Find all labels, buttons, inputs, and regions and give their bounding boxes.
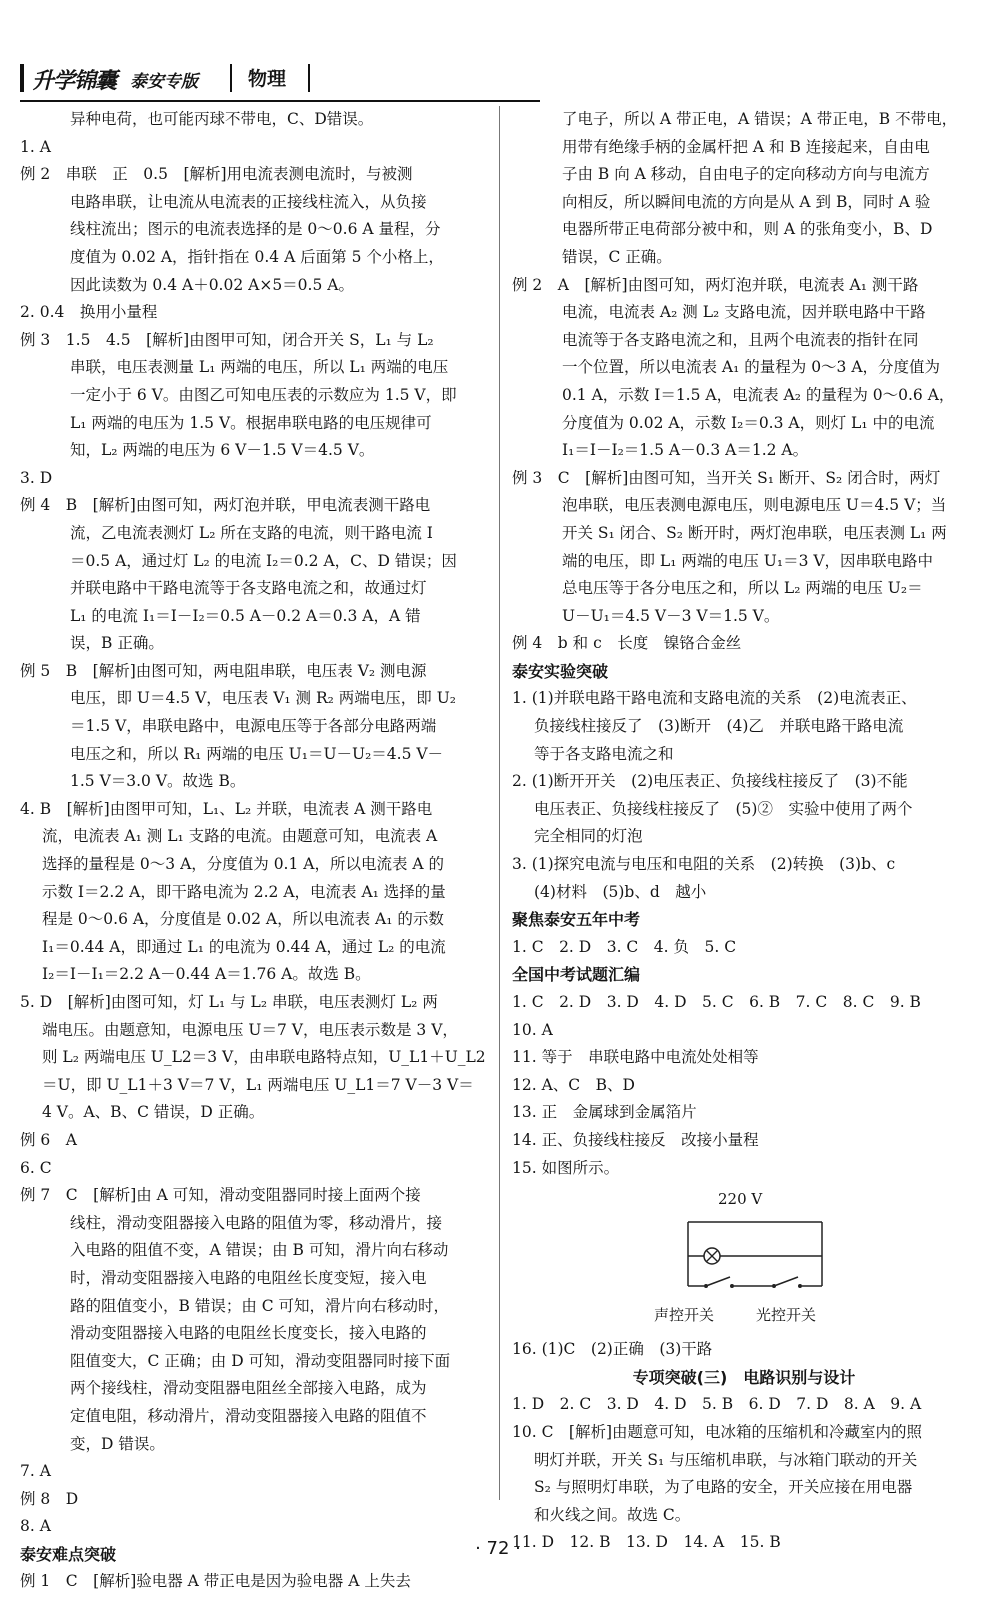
answer-line: 串联，电压表测量 L₁ 两端的电压，所以 L₁ 两端的电压 [70, 358, 449, 377]
answer-line: 电压表正、负接线柱接反了 (5)② 实验中使用了两个 [534, 799, 913, 818]
answer-line: 1. (1)并联电路干路电流和支路电流的关系 (2)电流表正、 [512, 689, 917, 708]
right-column-bottom [512, 1336, 976, 1557]
answer-line: 6. C [20, 1158, 52, 1177]
answer-line: 16. (1)C (2)正确 (3)干路 [512, 1340, 713, 1359]
answer-line: 例 8 D [20, 1489, 79, 1508]
answer-line: 了电子，所以 A 带正电，A 错误；A 带正电，B 不带电， [562, 110, 958, 128]
answer-line: 13. 正 金属球到金属箔片 [512, 1103, 697, 1122]
header-separator [230, 64, 232, 92]
answer-line: 路的阻值变小，B 错误；由 C 可知，滑片向右移动时， [70, 1296, 450, 1315]
answer-line: I₂＝I－I₁＝2.2 A－0.44 A＝1.76 A。故选 B。 [42, 965, 371, 984]
answer-line: 2. 0.4 换用小量程 [20, 303, 158, 322]
answer-line: 负接线柱接反了 (3)断开 (4)乙 并联电路干路电流 [534, 717, 904, 736]
answer-line: 程是 0～0.6 A，分度值是 0.02 A，所以电流表 A₁ 的示数 [42, 910, 444, 929]
answer-line: 电路串联，让电流从电流表的正接线柱流入，从负接 [70, 192, 427, 211]
answer-line: 定值电阻，移动滑片，滑动变阻器接入电路的阻值不 [70, 1406, 427, 1425]
right-column [512, 106, 976, 1557]
answer-line: 开关 S₁ 闭合、S₂ 断开时，两灯泡串联，电压表测 L₁ 两 [562, 523, 947, 542]
edition-label: 泰安专版 [130, 72, 198, 92]
answer-line: 滑动变阻器接入电路的电阻丝长度变长，接入电路的 [70, 1324, 427, 1343]
answer-line: 电流等于各支路电流之和，且两个电流表的指针在同 [562, 330, 919, 349]
answer-line: ＝U，即 U_L1＋3 V＝7 V，L₁ 两端电压 U_L1＝7 V－3 V＝ [42, 1075, 474, 1094]
answer-line: 用带有绝缘手柄的金属杆把 A 和 B 连接起来，自由电 [562, 137, 930, 156]
answer-line: 示数 I＝2.2 A，即干路电流为 2.2 A，电流表 A₁ 选择的量 [42, 882, 446, 901]
answer-line: S₂ 与照明灯串联，为了电路的安全，开关应接在用电器 [534, 1478, 913, 1497]
answer-line: L₁ 两端的电压为 1.5 V。根据串联电路的电压规律可 [70, 413, 432, 432]
answer-line: 子由 B 向 A 移动，自由电子的定向移动方向与电流方 [562, 165, 930, 184]
answer-line: 3. (1)探究电流与电压和电阻的关系 (2)转换 (3)b、c [512, 855, 896, 874]
answer-line: 例 2 串联 正 0.5 [解析]用电流表测电流时，与被测 [20, 165, 413, 184]
answer-line: 时，滑动变阻器接入电路的电阻丝长度变短，接入电 [70, 1268, 427, 1287]
right-column-top [512, 106, 976, 1182]
section-heading: 专项突破(三) 电路识别与设计 [632, 1367, 856, 1387]
answer-line: (4)材料 (5)b、d 越小 [534, 882, 707, 901]
answer-line: 并联电路中干路电流等于各支路电流之和，故通过灯 [70, 579, 427, 598]
answer-line: 阻值变大，C 正确；由 D 可知，滑动变阻器同时接下面 [70, 1351, 451, 1370]
header-bar [20, 64, 24, 92]
answer-line: 泡串联，电压表测电源电压，则电源电压 U＝4.5 V；当 [562, 496, 947, 515]
light-switch-icon [772, 1277, 802, 1288]
answer-line: 例 2 A [解析]由图可知，两灯泡并联，电流表 A₁ 测干路 [512, 275, 919, 294]
answer-line: 7. A [20, 1462, 51, 1481]
answer-line: 电压，即 U＝4.5 V，电压表 V₁ 测 R₂ 两端电压，即 U₂ [70, 689, 456, 708]
answer-line: 电流，电流表 A₂ 测 L₂ 支路电流，因并联电路中干路 [562, 303, 926, 322]
page-header [20, 50, 980, 100]
answer-line: 例 4 b 和 c 长度 镍铬合金丝 [512, 634, 742, 653]
answer-line: 线柱，滑动变阻器接入电路的阻值为零，移动滑片，接 [70, 1213, 443, 1232]
answer-line: 电压之和，所以 R₁ 两端的电压 U₁＝U－U₂＝4.5 V－ [70, 744, 444, 763]
answer-line: 误，B 正确。 [70, 634, 164, 653]
answer-line: 和火线之间。故选 C。 [534, 1505, 691, 1524]
answer-line: 则 L₂ 两端电压 U_L2＝3 V，由串联电路特点知，U_L1＋U_L2 [42, 1048, 486, 1067]
answer-line: 例 1 C [解析]验电器 A 带正电是因为验电器 A 上失去 [20, 1572, 411, 1591]
left-column [20, 106, 488, 1596]
answer-line: 15. 如图所示。 [512, 1158, 620, 1177]
answer-line: 例 7 C [解析]由 A 可知，滑动变阻器同时接上面两个接 [20, 1186, 421, 1205]
answer-line: 错误，C 正确。 [562, 247, 672, 266]
answer-line: 流，电流表 A₁ 测 L₁ 支路的电流。由题意可知，电流表 A [42, 827, 438, 846]
brand-logo: 升学锦囊 [32, 69, 117, 94]
answer-line: 1. C 2. D 3. D 4. D 5. C 6. B 7. C 8. C 9. B [512, 993, 921, 1011]
answer-line: 例 6 A [20, 1130, 77, 1149]
answer-line: ＝1.5 V，串联电路中，电源电压等于各部分电路两端 [70, 717, 437, 736]
answer-line: 3. D [20, 468, 53, 487]
answer-line: 例 5 B [解析]由图可知，两电阻串联，电压表 V₂ 测电源 [20, 661, 427, 680]
answer-line: 一个位置，所以电流表 A₁ 的量程为 0～3 A，分度值为 [562, 358, 941, 377]
section-heading: 泰安实验突破 [512, 661, 609, 681]
section-heading: 泰安难点突破 [20, 1544, 117, 1564]
answer-line: 12. A、C B、D [512, 1075, 635, 1094]
answer-line: 两个接线柱，滑动变阻器电阻丝全部接入电路，成为 [70, 1379, 427, 1398]
voltage-label: 220 V [718, 1190, 763, 1209]
header-rule [20, 100, 540, 102]
answer-line: 0.1 A，示数 I＝1.5 A，电流表 A₂ 的量程为 0～0.6 A， [562, 385, 955, 404]
answer-line: L₁ 的电流 I₁＝I－I₂＝0.5 A－0.2 A＝0.3 A，A 错 [70, 606, 421, 625]
answer-line: 入电路的阻值不变，A 错误；由 B 可知，滑片向右移动 [70, 1241, 449, 1260]
answer-line: 电器所带正电荷部分被中和，则 A 的张角变小，B、D [562, 220, 933, 239]
answer-line: 11. D 12. B 13. D 14. A 15. B [512, 1533, 781, 1552]
answer-line: 例 3 C [解析]由图可知，当开关 S₁ 断开、S₂ 闭合时，两灯 [512, 468, 941, 487]
answer-line: 11. 等于 串联电路中电流处处相等 [512, 1048, 759, 1067]
answer-line: I₁＝0.44 A，即通过 L₁ 的电流为 0.44 A，通过 L₂ 的电流 [42, 937, 446, 956]
answer-line: 等于各支路电流之和 [534, 744, 674, 763]
answer-line: 度值为 0.02 A，指针指在 0.4 A 后面第 5 个小格上， [70, 247, 444, 266]
answer-line: 10. C [解析]由题意可知，电冰箱的压缩机和冷藏室内的照 [512, 1422, 923, 1441]
answer-line: 流，乙电流表测灯 L₂ 所在支路的电流，则干路电流 I [70, 523, 433, 542]
answer-line: 2. (1)断开开关 (2)电压表正、负接线柱接反了 (3)不能 [512, 772, 908, 791]
answer-line: 8. A [20, 1517, 51, 1536]
answer-line: 明灯并联，开关 S₁ 与压缩机串联，与冰箱门联动的开关 [534, 1450, 918, 1469]
answer-line: 10. A [512, 1020, 553, 1039]
light-switch-label: 光控开关 [756, 1306, 817, 1325]
section-heading: 全国中考试题汇编 [512, 965, 641, 985]
page-number: · 72 · [475, 1538, 521, 1559]
answer-line: ＝0.5 A，通过灯 L₂ 的电流 I₂＝0.2 A，C、D 错误；因 [70, 551, 457, 570]
circuit-diagram [512, 1186, 976, 1336]
answer-line: 端电压。由题意知，电源电压 U＝7 V，电压表示数是 3 V， [42, 1020, 458, 1039]
answer-line: 端的电压，即 L₁ 两端的电压 U₁＝3 V，因串联电路中 [562, 551, 934, 570]
answer-line: 分度值为 0.02 A，示数 I₂＝0.3 A，则灯 L₁ 中的电流 [562, 413, 935, 432]
answer-line: I₁＝I－I₂＝1.5 A－0.3 A＝1.2 A。 [562, 441, 809, 460]
answer-line: 知，L₂ 两端的电压为 6 V－1.5 V＝4.5 V。 [70, 441, 375, 460]
answer-line: 选择的量程是 0～3 A，分度值为 0.1 A，所以电流表 A 的 [42, 855, 445, 874]
sound-switch-icon [704, 1277, 734, 1288]
answer-line: 4 V。A、B、C 错误，D 正确。 [42, 1103, 265, 1122]
answer-line: 5. D [解析]由图可知，灯 L₁ 与 L₂ 串联，电压表测灯 L₂ 两 [20, 993, 438, 1011]
answer-line: 例 4 B [解析]由图可知，两灯泡并联，甲电流表测干路电 [20, 496, 431, 515]
sound-switch-label: 声控开关 [654, 1306, 715, 1325]
section-heading: 聚焦泰安五年中考 [512, 910, 641, 930]
answer-line: 1.5 V＝3.0 V。故选 B。 [70, 772, 246, 791]
circuit-svg [652, 1186, 852, 1336]
answer-line: 1. C 2. D 3. C 4. 负 5. C [512, 937, 737, 956]
answer-line: 变，D 错误。 [70, 1434, 165, 1453]
answer-line: 总电压等于各分电压之和，所以 L₂ 两端的电压 U₂＝ [562, 579, 923, 598]
answer-line: 14. 正、负接线柱接反 改接小量程 [512, 1130, 759, 1149]
lamp-icon [704, 1248, 720, 1264]
answer-line: 4. B [解析]由图甲可知，L₁、L₂ 并联，电流表 A 测干路电 [20, 799, 433, 818]
column-divider [499, 106, 500, 1500]
answer-line: 1. D 2. C 3. D 4. D 5. B 6. D 7. D 8. A 9. A [512, 1395, 922, 1414]
answer-line: 一定小于 6 V。由图乙可知电压表的示数应为 1.5 V，即 [70, 385, 457, 404]
answer-line: 异种电荷，也可能丙球不带电，C、D错误。 [70, 110, 374, 128]
answer-line: 例 3 1.5 4.5 [解析]由图甲可知，闭合开关 S，L₁ 与 L₂ [20, 330, 434, 349]
answer-line: 向相反，所以瞬间电流的方向是从 A 到 B，同时 A 验 [562, 192, 931, 211]
answer-line: 完全相同的灯泡 [534, 827, 643, 846]
answer-line: U－U₁＝4.5 V－3 V＝1.5 V。 [562, 606, 780, 625]
subject-label: 物理 [248, 68, 287, 90]
answer-line: 线柱流出；图示的电流表选择的是 0～0.6 A 量程，分 [70, 220, 441, 239]
answer-line: 1. A [20, 137, 51, 156]
header-separator-end [308, 64, 310, 92]
answer-line: 因此读数为 0.4 A＋0.02 A×5＝0.5 A。 [70, 275, 354, 294]
